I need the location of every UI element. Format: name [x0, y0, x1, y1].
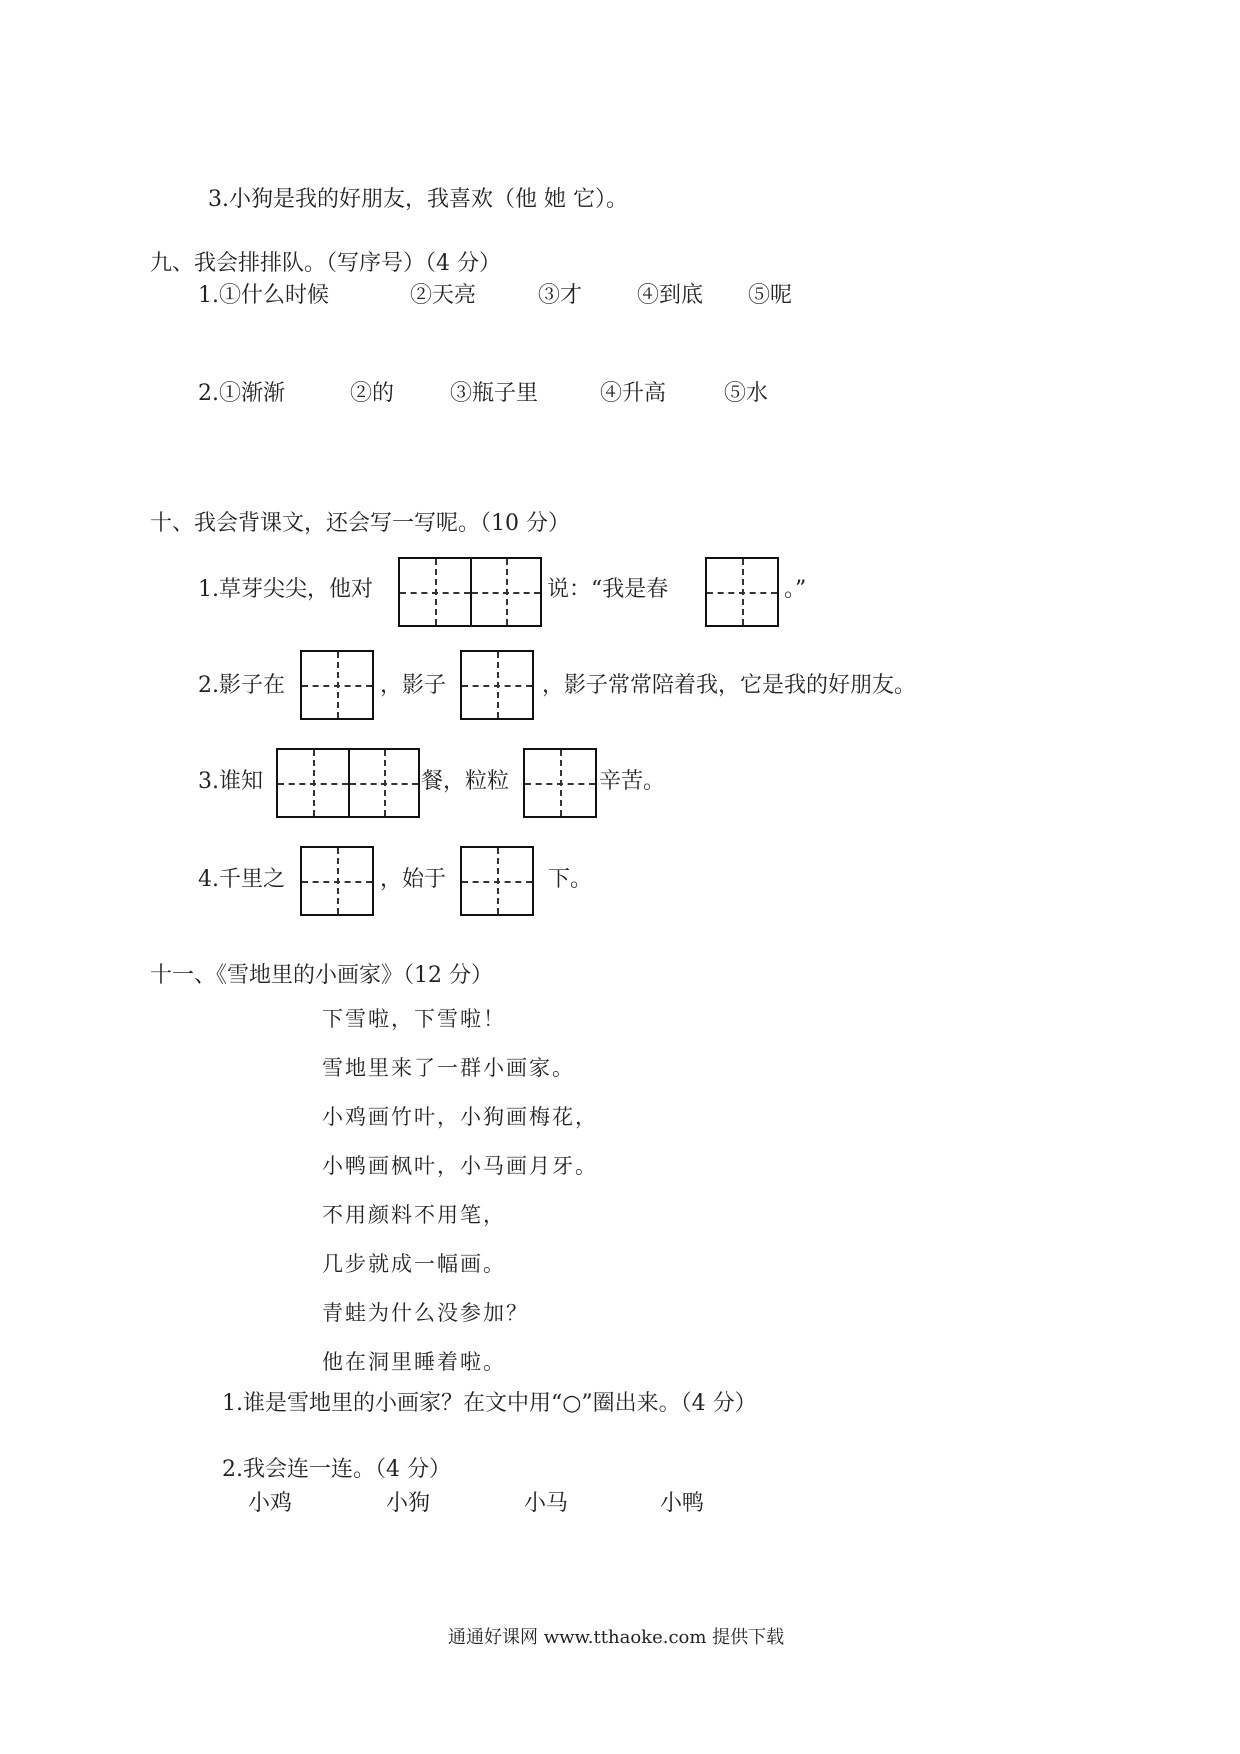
writing-cell[interactable] — [470, 559, 540, 625]
writing-grid-1[interactable] — [300, 650, 374, 720]
q10-s1-text-b: 说：“我是春 — [547, 577, 669, 602]
q9-row2-item: ②的 — [350, 381, 395, 406]
writing-grid-2[interactable] — [398, 557, 542, 627]
writing-grid-1[interactable] — [460, 650, 534, 720]
q10-s4-text-a: 4.千里之 — [198, 867, 285, 892]
writing-cell[interactable] — [525, 750, 595, 816]
writing-cell[interactable] — [462, 652, 532, 718]
q10-s3-text-b: 餐，粒粒 — [421, 769, 510, 794]
animal-label[interactable]: 小鸭 — [660, 1491, 705, 1516]
poem-line: 小鸡画竹叶，小狗画梅花， — [322, 1105, 598, 1129]
footer-credit: 通通好课网 www.tthaoke.com 提供下载 — [448, 1627, 785, 1648]
q10-s2-text-c: ，影子常常陪着我，它是我的好朋友。 — [542, 673, 917, 698]
writing-cell[interactable] — [302, 848, 372, 914]
q9-row1-item: ③才 — [538, 283, 583, 308]
q10-title: 十、我会背课文，还会写一写呢。（10 分） — [150, 511, 570, 536]
q11-title: 十一、《雪地里的小画家》（12 分） — [150, 963, 493, 988]
writing-cell[interactable] — [348, 750, 418, 816]
animal-label[interactable]: 小狗 — [386, 1491, 431, 1516]
animal-label[interactable]: 小鸡 — [248, 1491, 293, 1516]
writing-grid-1[interactable] — [300, 846, 374, 916]
poem-line: 雪地里来了一群小画家。 — [322, 1056, 575, 1080]
poem-line: 青蛙为什么没参加？ — [322, 1301, 529, 1325]
q10-s3-text-c: 辛苦。 — [599, 769, 666, 794]
q9-row2-item: ⑤水 — [724, 381, 769, 406]
writing-cell[interactable] — [462, 848, 532, 914]
q8-item-3: 3.小狗是我的好朋友，我喜欢（他 她 它）。 — [208, 187, 628, 212]
q11-sub2: 2.我会连一连。（4 分） — [222, 1457, 451, 1482]
q9-row1-item: 1.①什么时候 — [198, 283, 329, 308]
q9-row2-item: ③瓶子里 — [450, 381, 539, 406]
q10-s4-text-b: ，始于 — [380, 867, 447, 892]
q10-s4-text-c: 下。 — [548, 867, 593, 892]
q9-row2-item: 2.①渐渐 — [198, 381, 285, 406]
poem-line: 小鸭画枫叶，小马画月牙。 — [322, 1154, 598, 1178]
poem-line: 下雪啦，下雪啦！ — [322, 1007, 506, 1031]
writing-grid-1[interactable] — [523, 748, 597, 818]
writing-grid-1[interactable] — [460, 846, 534, 916]
poem-line: 几步就成一幅画。 — [322, 1252, 506, 1276]
q11-sub1: 1.谁是雪地里的小画家？在文中用“○”圈出来。（4 分） — [222, 1391, 757, 1416]
q9-title: 九、我会排排队。（写序号）（4 分） — [150, 251, 501, 276]
q10-s1-text-a: 1.草芽尖尖，他对 — [198, 577, 373, 602]
q10-s3-text-a: 3.谁知 — [198, 769, 263, 794]
writing-cell[interactable] — [278, 750, 348, 816]
q9-row2-item: ④升高 — [600, 381, 667, 406]
writing-cell[interactable] — [302, 652, 372, 718]
writing-grid-1[interactable] — [705, 557, 779, 627]
poem-line: 不用颜料不用笔， — [322, 1203, 506, 1227]
q9-row1-item: ②天亮 — [410, 283, 477, 308]
writing-cell[interactable] — [707, 559, 777, 625]
animal-label[interactable]: 小马 — [524, 1491, 569, 1516]
writing-cell[interactable] — [400, 559, 470, 625]
q9-row1-item: ⑤呢 — [748, 283, 793, 308]
q10-s1-text-c: 。” — [784, 577, 807, 602]
q9-row1-item: ④到底 — [637, 283, 704, 308]
writing-grid-2[interactable] — [276, 748, 420, 818]
q10-s2-text-b: ，影子 — [380, 673, 447, 698]
q10-s2-text-a: 2.影子在 — [198, 673, 285, 698]
poem-line: 他在洞里睡着啦。 — [322, 1350, 506, 1374]
